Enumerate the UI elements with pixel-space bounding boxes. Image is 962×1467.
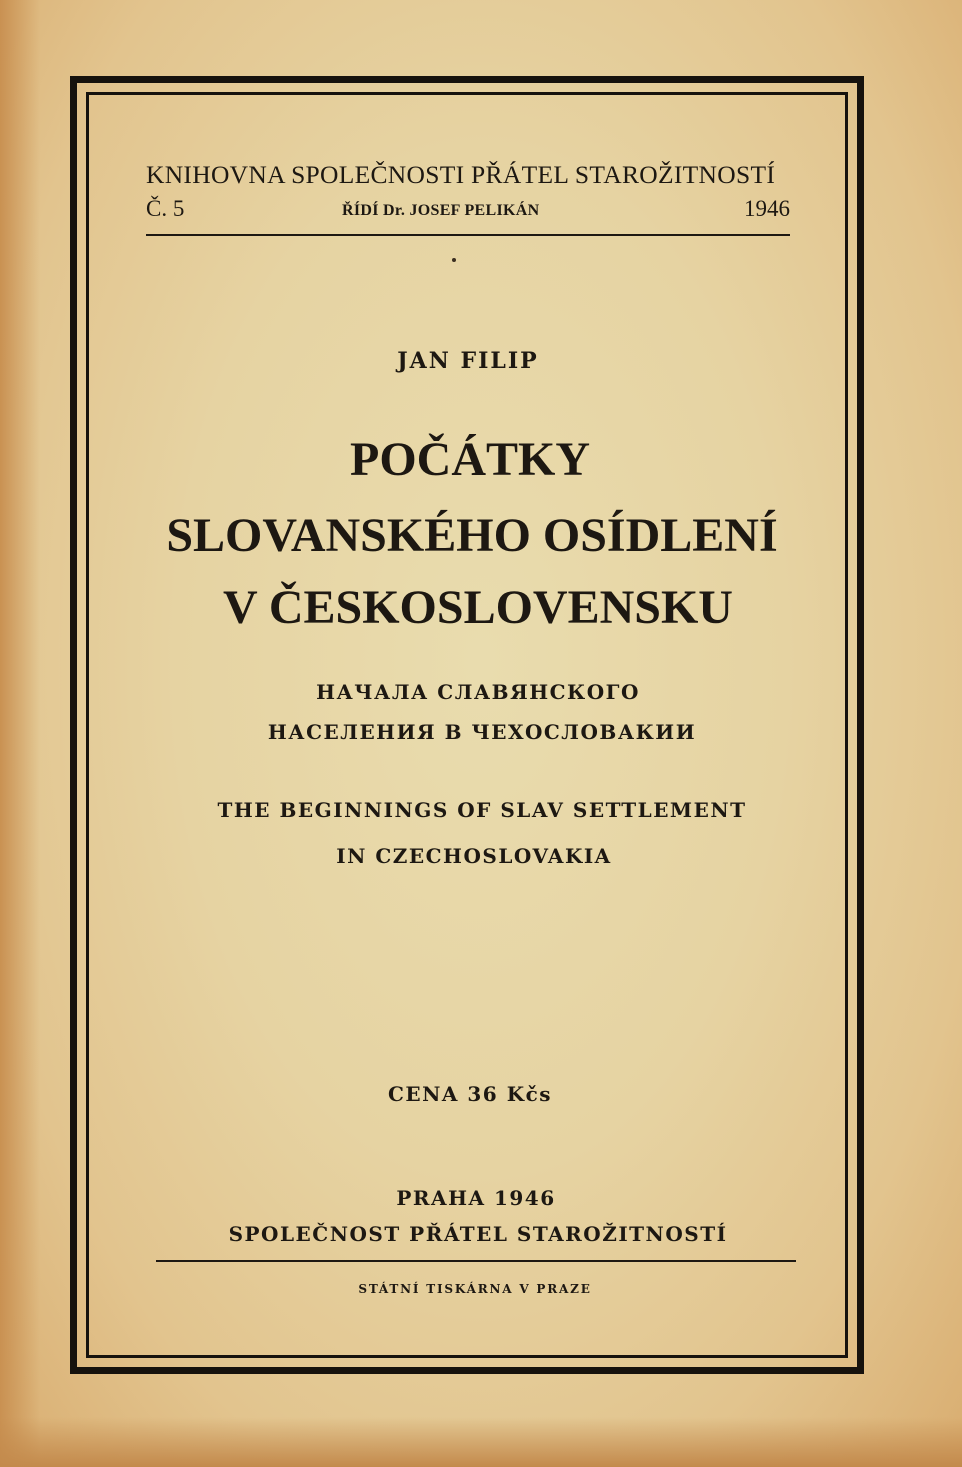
header-divider	[146, 234, 790, 236]
series-editor: ŘÍDÍ Dr. JOSEF PELIKÁN	[342, 202, 540, 219]
series-year: 1946	[744, 196, 790, 221]
english-subtitle-line-1: THE BEGINNINGS OF SLAV SETTLEMENT	[217, 798, 747, 822]
paper-edge-bottom	[0, 1417, 962, 1467]
footer-divider	[156, 1260, 796, 1262]
series-number: Č. 5	[146, 196, 185, 221]
russian-subtitle-line-1: НАЧАЛА СЛАВЯНСКОГО	[316, 680, 640, 704]
english-subtitle-line-2: IN CZECHOSLOVAKIA	[336, 844, 612, 868]
printer-credit: STÁTNÍ TISKÁRNA V PRAZE	[358, 1282, 592, 1296]
imprint-place-year: PRAHA 1946	[396, 1186, 556, 1210]
series-name: KNIHOVNA SPOLEČNOSTI PŘÁTEL STAROŽITNOSTÍ	[146, 160, 776, 189]
paper-speck	[452, 258, 456, 262]
russian-subtitle-line-2: НАСЕЛЕНИЯ В ЧЕХОСЛОВАКИИ	[267, 720, 697, 744]
title-line-3: V ČESKOSLOVENSKU	[223, 581, 733, 634]
title-line-1: POČÁTKY	[350, 433, 590, 486]
price-label: CENA 36 Kčs	[387, 1082, 553, 1106]
imprint-publisher: SPOLEČNOST PŘÁTEL STAROŽITNOSTÍ	[228, 1222, 728, 1246]
title-line-2: SLOVANSKÉHO OSÍDLENÍ	[166, 509, 778, 562]
author-name: JAN FILIP	[397, 348, 539, 374]
series-info-row	[146, 196, 790, 226]
